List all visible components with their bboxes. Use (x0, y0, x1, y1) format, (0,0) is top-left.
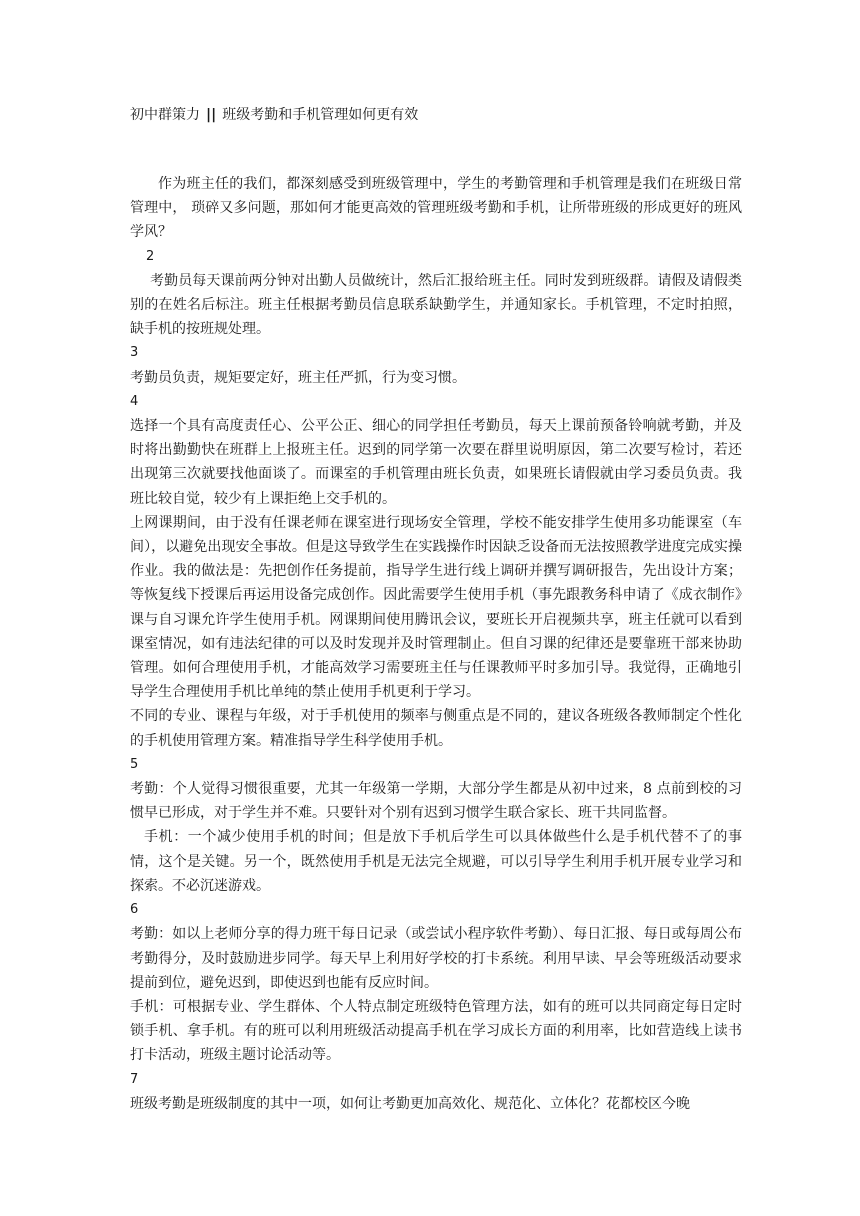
section-7-paragraph-1: 班级考勤是班级制度的其中一项，如何让考勤更加高效化、规范化、立体化？花都校区今晚 (130, 1095, 690, 1112)
section-number-5: 5 (130, 756, 139, 772)
section-5-paragraph-1: 考勤：个人觉得习惯很重要，尤其一年级第一学期，大部分学生都是从初中过来，8 点前到校的习惯早已形成，对于学生并不难。只要针对个别有迟到习惯学生联合家长、班干共同监督。 (130, 781, 742, 822)
article-title (130, 104, 742, 126)
section-6-paragraph-1: 考勤：如以上老师分享的得力班干每日记录（或尝试小程序软件考勤）、每日汇报、每日或每周公布考勤得分，及时鼓励进步同学。每天早上利用好学校的打卡系统。利用早读、早会等班级活动要求提前到位，避免迟到，即使迟到也能有反应时间。 (130, 926, 742, 991)
section-6-paragraph-2: 手机：可根据专业、学生群体、个人特点制定班级特色管理方法，如有的班可以共同商定每日定时锁手机、拿手机。有的班可以利用班级活动提高手机在学习成长方面的利用率，比如营造线上读书打卡活动，班级主题讨论活动等。 (130, 998, 742, 1064)
title-separator: || (206, 107, 217, 123)
document-page (130, 104, 742, 1116)
section-5-paragraph-2: 手机：一个减少使用手机的时间；但是放下手机后学生可以具体做些什么是手机代替不了的事情，这个是关键。另一个，既然使用手机是无法完全规避，可以引导学生利用手机开展专业学习和探索。不必沉迷游戏。 (130, 829, 742, 894)
section-3-paragraph-1: 考勤员负责，规矩要定好，班主任严抓，行为变习惯。 (130, 369, 466, 386)
section-4-paragraph-2: 上网课期间，由于没有任课老师在课室进行现场安全管理，学校不能安排学生使用多功能课室（车间），以避免出现安全事故。但是这导致学生在实践操作时因缺乏设备而无法按照教学进度完成实操作业。我的做法是：先把创作任务提前，指导学生进行线上调研并撰写调研报告，先出设计方案；等恢复线下授课后再运用设备完成创作。因此需要学生使用手机（事先跟教务科申请了《成衣制作》课与自习课允许学生使用手机。网课期间使用腾讯会议，要班长开启视频共享，班主任就可以看到课室情况，如有违法纪律的可以及时发现并及时管理制止。但自习课的纪律还是要靠班干部来协助管理。如何合理使用手机，才能高效学习需要班主任与任课教师平时多加引导。我觉得，正确地引导学生合理使用手机比单纯的禁止使用手机更利于学习。 (130, 514, 742, 701)
section-number-6: 6 (130, 902, 139, 918)
section-2-paragraph-1: 考勤员每天课前两分钟对出勤人员做统计，然后汇报给班主任。同时发到班级群。请假及请假类别的在姓名后标注。班主任根据考勤员信息联系缺勤学生，并通知家长。手机管理，不定时拍照，缺手机的按班规处理。 (130, 272, 742, 338)
section-number-7: 7 (130, 1071, 139, 1087)
section-number-4: 4 (130, 393, 139, 409)
title-main: 班级考勤和手机管理如何更有效 (222, 107, 419, 123)
section-number-2: 2 (146, 248, 155, 264)
intro-paragraph: 作为班主任的我们，都深刻感受到班级管理中，学生的考勤管理和手机管理是我们在班级日常管理中， 琐碎又多问题，那如何才能更高效的管理班级考勤和手机，让所带班级的形成更好的班风学风？ (130, 176, 742, 241)
section-4-paragraph-1: 选择一个具有高度责任心、公平公正、细心的同学担任考勤员，每天上课前预备铃响就考勤，并及时将出勤勤快在班群上上报班主任。迟到的同学第一次要在群里说明原因，第二次要写检讨，若还出现第三次就要找他面谈了。而课室的手机管理由班长负责，如果班长请假就由学习委员负责。我班比较自觉，较少有上课拒绝上交手机的。 (130, 418, 742, 507)
section-4-paragraph-3: 不同的专业、课程与年级，对于手机使用的频率与侧重点是不同的，建议各班级各教师制定个性化的手机使用管理方案。精准指导学生科学使用手机。 (130, 708, 742, 749)
section-number-3: 3 (130, 345, 139, 361)
title-prefix: 初中群策力 (130, 107, 200, 123)
